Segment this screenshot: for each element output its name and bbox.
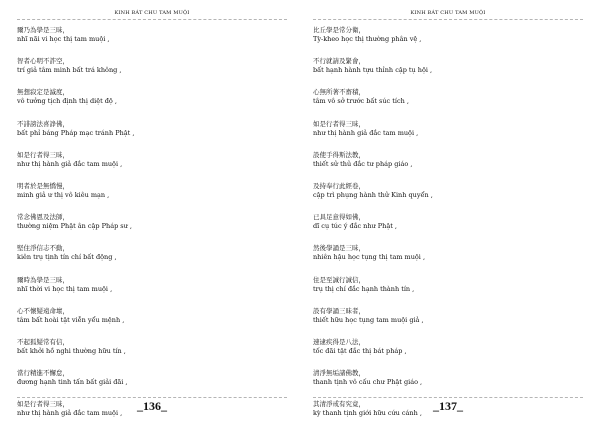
verse — [17, 276, 291, 307]
viet-line: nhĩ thời vi học thị tam muội , — [17, 284, 113, 293]
han-line: 其清淨戒有究竟， — [313, 400, 365, 409]
page-number: _136_ — [137, 399, 167, 413]
verse — [313, 369, 587, 400]
viet-line: dĩ cụ túc ý đắc như Phật , — [313, 222, 397, 231]
running-header: KINH BÁT CHU TAM MUỘI — [410, 10, 486, 16]
verse — [313, 120, 587, 151]
han-line: 比丘學是常分衛， — [313, 26, 365, 34]
han-line: 不起狐疑常有信， — [17, 337, 69, 346]
verse — [17, 307, 291, 338]
han-line: 如是行者得三昧， — [17, 150, 69, 159]
verse — [313, 57, 587, 88]
han-line: 堅住淨信志不動， — [17, 244, 69, 253]
verse — [313, 244, 587, 275]
viet-line: tâm bất hoài tật viễn yểu mệnh , — [17, 315, 125, 324]
verse — [17, 244, 291, 275]
han-line: 智者心明不詐空， — [17, 57, 69, 66]
viet-line: thường niệm Phật ân cập Pháp sư , — [17, 222, 132, 231]
han-line: 當行精進不懈怠， — [17, 369, 69, 378]
viet-line: như thị hành giả đắc tam muội , — [313, 128, 419, 137]
verse-list — [13, 26, 291, 431]
han-line: 如是行者得三昧， — [313, 119, 365, 128]
verse — [17, 213, 291, 244]
viet-line: đương hạnh tinh tấn bất giải đãi , — [17, 378, 128, 387]
viet-line: trụ thị chí đắc hạnh thành tín , — [313, 284, 415, 293]
han-line: 爾乃為學是三昧， — [17, 26, 69, 34]
han-line: 心不懷疑遠命壞， — [17, 306, 69, 315]
viet-line: như thị hành giả đắc tam muội , — [17, 159, 123, 168]
verse — [17, 120, 291, 151]
viet-line: tốc đãi tật đắc thị bát pháp , — [313, 346, 407, 355]
viet-line: trí giả tâm minh bất trá không , — [17, 66, 122, 75]
verse — [313, 213, 587, 244]
han-line: 明者於是無憍慢， — [17, 181, 69, 190]
han-line: 設有學誦三昧者， — [313, 306, 365, 315]
han-line: 及持奉行此經卷， — [313, 181, 365, 190]
han-line: 心無所著不畜積， — [313, 88, 365, 97]
verse — [313, 307, 587, 338]
han-line: 住是至誠行誠信， — [313, 275, 365, 284]
footer-divider — [313, 397, 583, 398]
verse-list — [309, 26, 587, 431]
page-number: _137_ — [433, 399, 463, 413]
viet-line: thiết sử thủ đắc tư pháp giáo , — [313, 159, 413, 168]
verse — [17, 57, 291, 88]
viet-line: nhiên hậu học tụng thị tam muội , — [313, 253, 426, 262]
verse — [17, 182, 291, 213]
verse — [313, 26, 587, 57]
right-page — [309, 0, 587, 424]
han-line: 不行就請及緊會， — [313, 57, 365, 66]
han-line: 常念佛恩及法師， — [17, 213, 69, 222]
han-line: 不誹謗法喜諍佛， — [17, 119, 69, 128]
verse — [313, 338, 587, 369]
verse — [17, 26, 291, 57]
header-divider — [313, 19, 583, 20]
han-line: 已具足意得如佛， — [313, 213, 365, 222]
header-divider — [17, 19, 287, 20]
viet-line: kiên trụ tịnh tín chí bất động , — [17, 253, 117, 262]
footer-divider — [17, 397, 287, 398]
viet-line: thiết hữu học tụng tam muội giả , — [313, 315, 424, 324]
han-line: 設使手得斯法教， — [313, 150, 365, 159]
viet-line: bất phỉ báng Pháp mạc tránh Phật , — [17, 128, 135, 137]
viet-line: tâm vô sở trước bất súc tích , — [313, 97, 409, 106]
han-line: 然後學誦是三昧， — [313, 244, 365, 253]
verse — [17, 151, 291, 182]
viet-line: minh giả ư thị vô kiêu mạn , — [17, 190, 110, 199]
han-line: 清淨無垢諸佛教， — [313, 369, 365, 378]
han-line: 爾時為學是三昧， — [17, 275, 69, 284]
viet-line: nhĩ nãi vi học thị tam muội , — [17, 35, 110, 43]
han-line: 如是行者得三昧， — [17, 400, 69, 409]
left-page — [13, 0, 291, 424]
verse — [17, 88, 291, 119]
viet-line: Tỳ-kheo học thị thường phân vệ , — [313, 35, 422, 43]
han-line: 速逮疾得是八法， — [313, 337, 365, 346]
verse — [313, 276, 587, 307]
verse — [313, 88, 587, 119]
verse — [17, 338, 291, 369]
viet-line: như thị hành giả đắc tam muội , — [17, 409, 123, 418]
viet-line: bất khởi hồ nghi thường hữu tín , — [17, 346, 126, 355]
viet-line: bất hạnh hành tựu thỉnh cập tụ hội , — [313, 66, 433, 75]
verse — [17, 369, 291, 400]
running-header: KINH BÁT CHU TAM MUỘI — [114, 10, 190, 16]
verse — [313, 182, 587, 213]
verse — [313, 151, 587, 182]
viet-line: vô tưởng tịch định thị diệt độ , — [17, 97, 117, 106]
viet-line: thanh tịnh vô cấu chư Phật giáo , — [313, 378, 423, 387]
viet-line: cập trì phụng hành thử Kinh quyển , — [313, 190, 433, 199]
viet-line: kỳ thanh tịnh giới hữu cứu cánh , — [313, 409, 422, 418]
han-line: 無想寂定是滅度， — [17, 88, 69, 97]
